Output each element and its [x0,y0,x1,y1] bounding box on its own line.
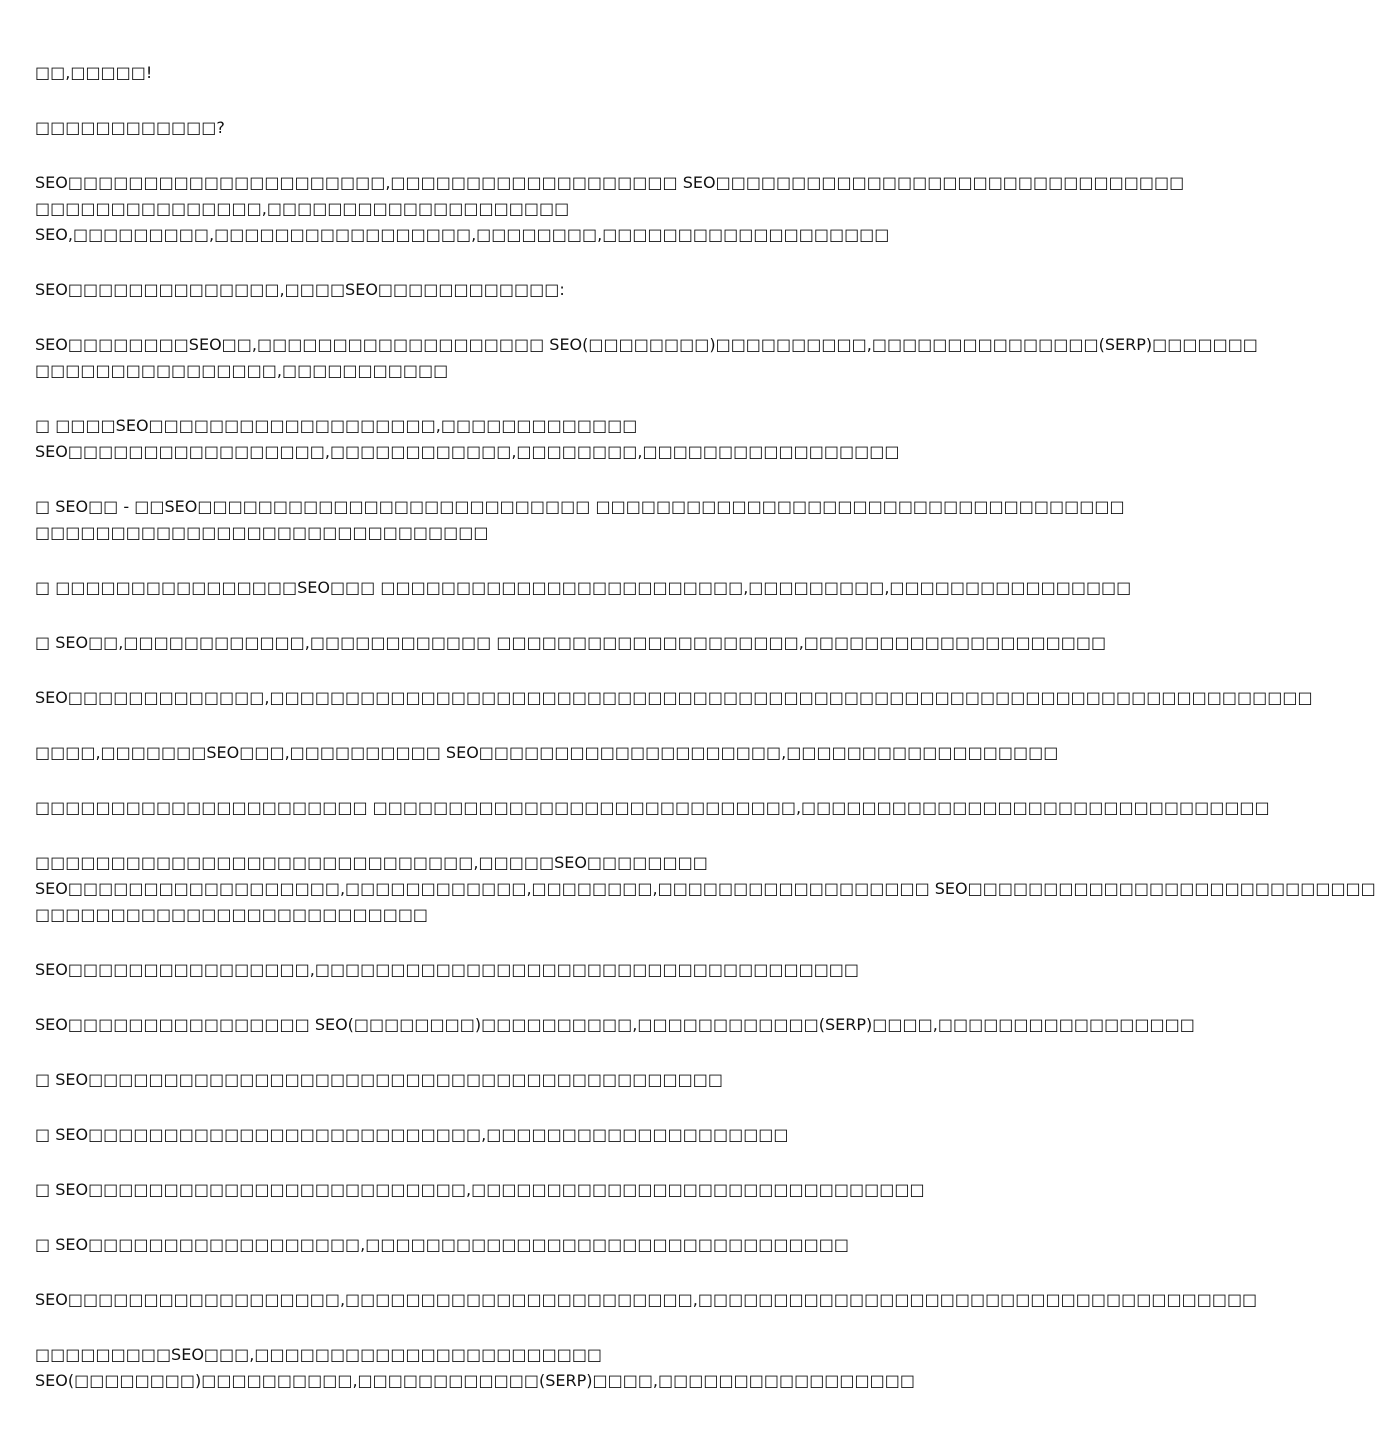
paragraph-1 [35,60,995,86]
paragraph-4 [35,277,995,303]
text-line: □□□□□□□□□□□□□□□□□□□□□□□□□□ [35,905,429,924]
text-line: SEO□□□□□□□□SEO□□,□□□□□□□□□□□□□□□□□□□ SEO(□□□□□□□□)□□□□□□□□□□,□□□□□□□□□□□□□□□(SERP)□□□□□□□ [35,335,1258,354]
paragraph-21 [35,1342,995,1394]
text-line: □□□□□□□□□□□□? [35,118,225,137]
paragraph-17 [35,1122,995,1148]
text-line: □□□□□□□□□□□□□□□□,□□□□□□□□□□□ [35,361,449,380]
text-line: □ □□□□SEO□□□□□□□□□□□□□□□□□□□,□□□□□□□□□□□□□ [35,416,638,435]
text-line: □ SEO□□□□□□□□□□□□□□□□□□□□□□□□□□,□□□□□□□□□□□□□□□□□□□□ [35,1125,789,1144]
paragraph-5 [35,332,1258,384]
paragraph-10 [35,685,1313,711]
text-line: □□□□□□□□□□□□□□□,□□□□□□□□□□□□□□□□□□□□ [35,199,570,218]
text-line: SEO□□□□□□□□□□□□□□□□□□,□□□□□□□□□□□□□□□□□□□□□□□,□□□□□□□□□□□□□□□□□□□□□□□□□□□□□□□□□□□□□ [35,1290,1258,1309]
text-line: SEO□□□□□□□□□□□□□□□□ SEO(□□□□□□□□)□□□□□□□□□□,□□□□□□□□□□□□(SERP)□□□□,□□□□□□□□□□□□□□□□□ [35,1015,1195,1034]
text-line: □ SEO□□□□□□□□□□□□□□□□□□□□□□□□□,□□□□□□□□□□□□□□□□□□□□□□□□□□□□□□ [35,1180,925,1199]
paragraph-6 [35,413,995,465]
document-page [35,60,1376,1423]
paragraph-9 [35,630,1107,656]
text-line: □ SEO□□□□□□□□□□□□□□□□□□,□□□□□□□□□□□□□□□□□□□□□□□□□□□□□□□□ [35,1235,850,1254]
text-line: SEO□□□□□□□□□□□□□□□□,□□□□□□□□□□□□□□□□□□□□□□□□□□□□□□□□□□□□ [35,960,860,979]
paragraph-16 [35,1067,995,1093]
text-line: □□,□□□□□! [35,63,153,82]
text-line: □ □□□□□□□□□□□□□□□□SEO□□□ □□□□□□□□□□□□□□□□□□□□□□□□,□□□□□□□□□,□□□□□□□□□□□□□□□□ [35,578,1132,597]
text-line: SEO□□□□□□□□□□□□□□,□□□□SEO□□□□□□□□□□□□: [35,280,565,299]
text-line: □□□□,□□□□□□□SEO□□□,□□□□□□□□□□ SEO□□□□□□□□□□□□□□□□□□□□,□□□□□□□□□□□□□□□□□□ [35,743,1059,762]
paragraph-15 [35,1012,1195,1038]
paragraph-12 [35,795,1270,821]
text-line: □□□□□□□□□□□□□□□□□□□□□□□□□□□□□,□□□□□SEO□□□□□□□□ [35,853,708,872]
text-line: SEO□□□□□□□□□□□□□□□□□,□□□□□□□□□□□□,□□□□□□□□,□□□□□□□□□□□□□□□□□ [35,442,900,461]
paragraph-2 [35,115,995,141]
paragraph-19 [35,1232,995,1258]
text-line: SEO□□□□□□□□□□□□□□□□□□□□□,□□□□□□□□□□□□□□□□□□□ SEO□□□□□□□□□□□□□□□□□□□□□□□□□□□□□□□ [35,173,1185,192]
paragraph-11 [35,740,1059,766]
text-line: □□□□□□□□□SEO□□□,□□□□□□□□□□□□□□□□□□□□□□□ [35,1345,603,1364]
paragraph-7 [35,494,1125,546]
paragraph-8 [35,575,1132,601]
text-line: □□□□□□□□□□□□□□□□□□□□□□ □□□□□□□□□□□□□□□□□□□□□□□□□□□□,□□□□□□□□□□□□□□□□□□□□□□□□□□□□□□□ [35,798,1270,817]
text-line: □ SEO□□,□□□□□□□□□□□□,□□□□□□□□□□□□ □□□□□□□□□□□□□□□□□□□□,□□□□□□□□□□□□□□□□□□□□ [35,633,1107,652]
paragraph-14 [35,957,995,983]
paragraph-13 [35,850,1376,928]
paragraph-18 [35,1177,995,1203]
text-line: SEO□□□□□□□□□□□□□□□□□□,□□□□□□□□□□□□,□□□□□□□□,□□□□□□□□□□□□□□□□□□ SEO□□□□□□□□□□□□□□□□□□□□□□□□□□□ [35,879,1376,898]
text-line: SEO,□□□□□□□□□,□□□□□□□□□□□□□□□□□,□□□□□□□□,□□□□□□□□□□□□□□□□□□□ [35,225,890,244]
paragraph-20 [35,1287,1258,1313]
text-line: □□□□□□□□□□□□□□□□□□□□□□□□□□□□□□ [35,523,489,542]
text-line: □ SEO□□□□□□□□□□□□□□□□□□□□□□□□□□□□□□□□□□□□□□□□□□ [35,1070,723,1089]
text-line: SEO□□□□□□□□□□□□□,□□□□□□□□□□□□□□□□□□□□□□□□□□□□□□□□□□□□□□□□□□□□□□□□□□□□□□□□□□□□□□□□□□□□□ [35,688,1313,707]
text-line: □ SEO□□ - □□SEO□□□□□□□□□□□□□□□□□□□□□□□□□□ □□□□□□□□□□□□□□□□□□□□□□□□□□□□□□□□□□□ [35,497,1125,516]
text-line: SEO(□□□□□□□□)□□□□□□□□□□,□□□□□□□□□□□□(SERP)□□□□,□□□□□□□□□□□□□□□□□ [35,1371,916,1390]
paragraph-3 [35,170,1185,248]
